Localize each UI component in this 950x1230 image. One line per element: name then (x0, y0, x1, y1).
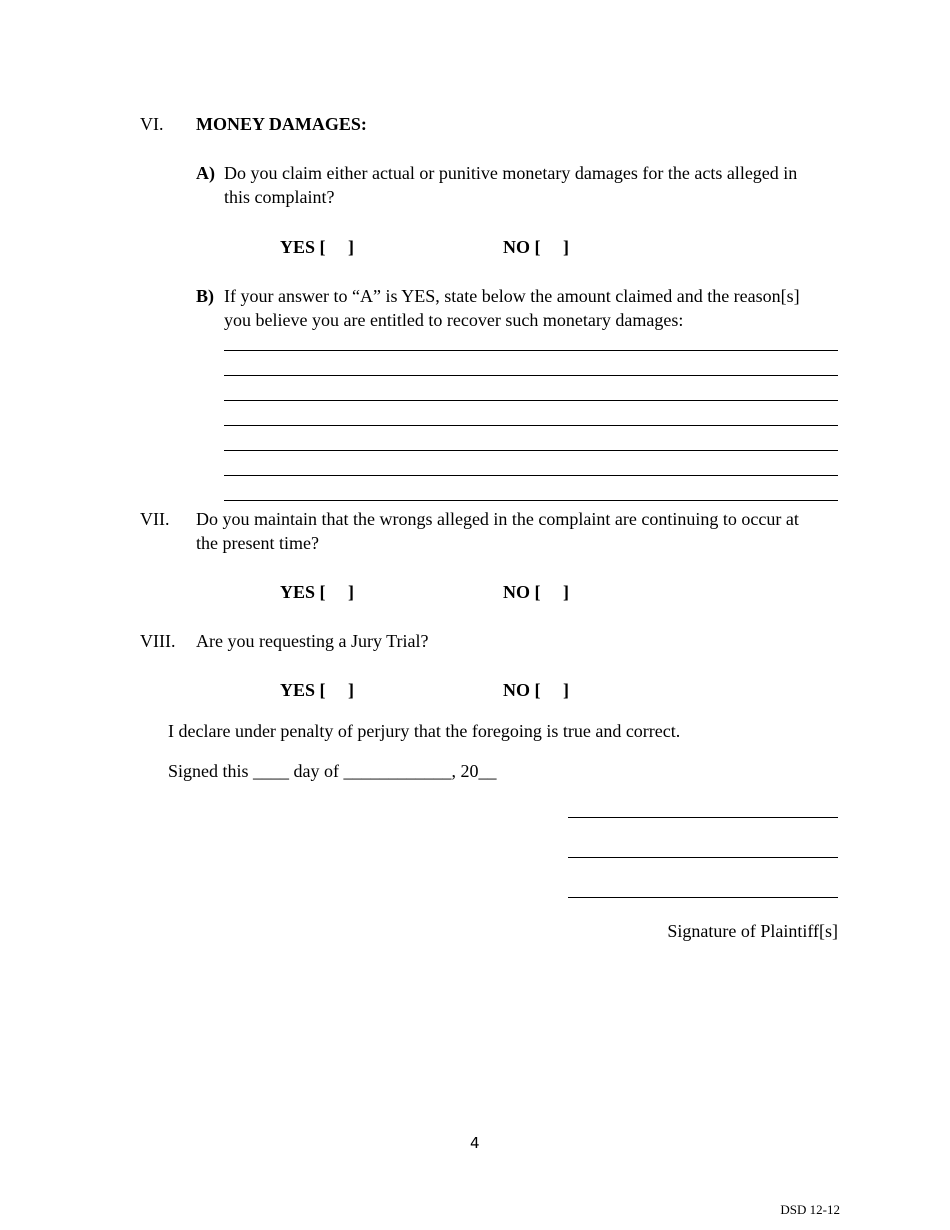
question-b-label: B) (196, 286, 214, 306)
page-number: 4 (470, 1134, 480, 1152)
answer-line-3[interactable] (224, 400, 838, 401)
question-a-yes-checkbox[interactable]: YES [ ] (280, 237, 355, 257)
question-b-line-1: If your answer to “A” is YES, state below the amount claimed and the reason[s] (224, 286, 800, 306)
form-code: DSD 12-12 (780, 1202, 840, 1217)
section-viii-no-checkbox[interactable]: NO [ ] (503, 680, 569, 700)
question-a-line-2: this complaint? (224, 187, 335, 207)
question-a-label: A) (196, 163, 215, 183)
section-vii-line-1: Do you maintain that the wrongs alleged in the complaint are continuing to occur at (196, 509, 799, 529)
declaration-text: I declare under penalty of perjury that the foregoing is true and correct. (168, 721, 681, 741)
signature-caption: Signature of Plaintiff[s] (667, 921, 838, 941)
question-a-line-1: Do you claim either actual or punitive monetary damages for the acts alleged in (224, 163, 798, 183)
question-a-no-checkbox[interactable]: NO [ ] (503, 237, 569, 257)
section-vii-yes-checkbox[interactable]: YES [ ] (280, 582, 355, 602)
answer-line-1[interactable] (224, 350, 838, 351)
signed-date-line[interactable]: Signed this ____ day of ____________, 20__ (168, 761, 497, 781)
signature-line-3[interactable] (568, 897, 838, 898)
section-vii-numeral: VII. (140, 509, 170, 529)
signature-line-2[interactable] (568, 857, 838, 858)
answer-line-2[interactable] (224, 375, 838, 376)
section-vii-line-2: the present time? (196, 533, 319, 553)
question-b-line-2: you believe you are entitled to recover such monetary damages: (224, 310, 684, 330)
answer-line-4[interactable] (224, 425, 838, 426)
section-viii-numeral: VIII. (140, 631, 176, 651)
answer-line-5[interactable] (224, 450, 838, 451)
section-vi-heading: MONEY DAMAGES: (196, 114, 367, 134)
section-viii-question: Are you requesting a Jury Trial? (196, 631, 429, 651)
answer-line-6[interactable] (224, 475, 838, 476)
answer-line-7[interactable] (224, 500, 838, 501)
signature-line-1[interactable] (568, 817, 838, 818)
section-vi-numeral: VI. (140, 114, 164, 134)
section-vii-no-checkbox[interactable]: NO [ ] (503, 582, 569, 602)
section-viii-yes-checkbox[interactable]: YES [ ] (280, 680, 355, 700)
